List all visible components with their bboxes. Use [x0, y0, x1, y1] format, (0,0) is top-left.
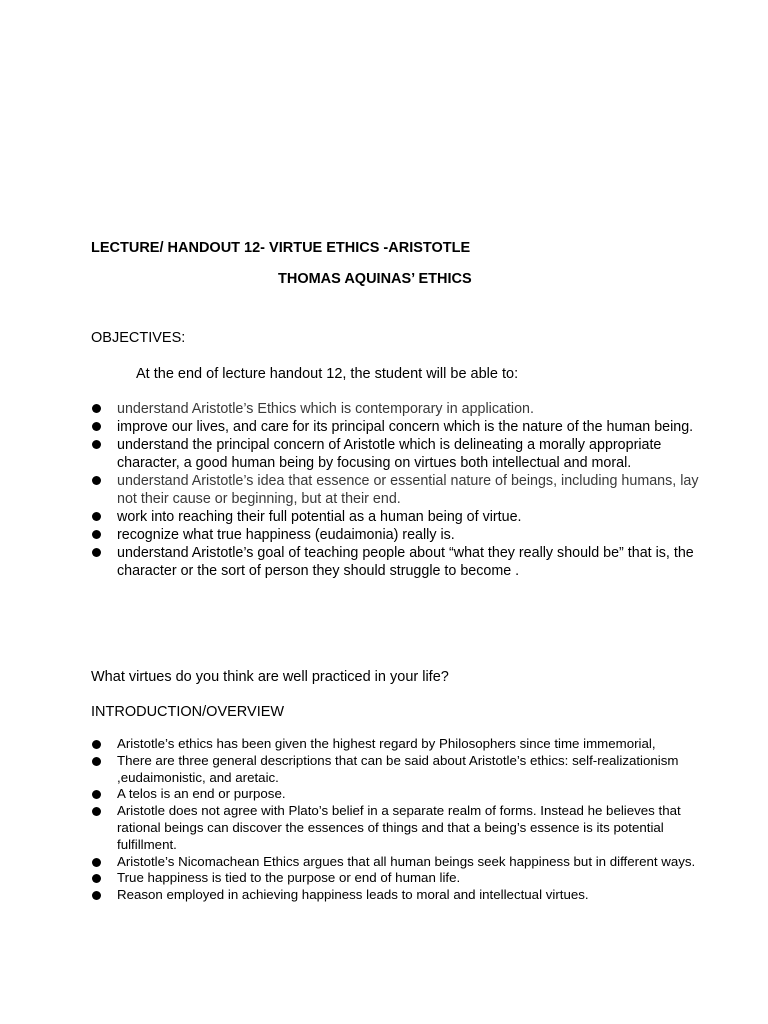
list-item	[0, 786, 700, 803]
intro-point-text: Aristotle’s ethics has been given the highest regard by Philosophers since time immemorial,	[117, 736, 656, 751]
bullet-icon	[92, 858, 101, 867]
list-item	[0, 472, 700, 508]
intro-point-text: Reason employed in achieving happiness leads to moral and intellectual virtues.	[117, 887, 589, 903]
list-item	[0, 854, 700, 871]
bullet-icon	[92, 530, 101, 539]
list-item	[0, 526, 700, 544]
list-item	[0, 418, 700, 436]
bullet-icon	[92, 807, 101, 816]
bullet-icon	[92, 404, 101, 413]
list-item	[0, 400, 700, 418]
objective-text: understand the principal concern of Aristotle which is delineating a morally appropriate character, a good human being by focusing on virtues both intellectual and moral.	[117, 437, 662, 471]
intro-point-text: True happiness is tied to the purpose or end of human life.	[117, 870, 461, 886]
bullet-icon	[92, 422, 101, 431]
bullet-icon	[92, 740, 101, 749]
objective-text: work into reaching their full potential as a human being of virtue.	[117, 509, 522, 525]
intro-point-text: A telos is an end or purpose.	[117, 786, 286, 802]
bullet-icon	[92, 874, 101, 883]
list-item	[0, 736, 700, 753]
bullet-icon	[92, 440, 101, 449]
objectives-intro: At the end of lecture handout 12, the student will be able to:	[136, 366, 519, 382]
bullet-icon	[92, 512, 101, 521]
list-item	[0, 508, 700, 526]
objectives-heading: OBJECTIVES:	[91, 330, 186, 346]
objective-text: understand Aristotle’s goal of teaching people about “what they really should be” that is, the character or the sort of person they should struggle to become .	[117, 545, 694, 579]
objective-text: recognize what true happiness (eudaimonia) really is.	[117, 527, 455, 543]
document-subtitle: THOMAS AQUINAS’ ETHICS	[278, 271, 472, 287]
intro-point-text: Aristotle does not agree with Plato’s belief in a separate realm of forms. Instead he believes that rational beings can discover the essences of things and that a being’s essence is its potential fulfillment.	[117, 803, 681, 852]
bullet-icon	[92, 891, 101, 900]
list-item	[0, 887, 700, 904]
list-item	[0, 753, 700, 787]
objective-text: improve our lives, and care for its principal concern which is the nature of the human being.	[117, 419, 694, 435]
intro-point-text: There are three general descriptions that can be said about Aristotle’s ethics: self-realizationism ,eudaimonistic, and aretaic.	[117, 752, 679, 785]
bullet-icon	[92, 548, 101, 557]
list-item	[0, 436, 700, 472]
list-item	[0, 544, 700, 580]
intro-point-text: Aristotle’s Nicomachean Ethics argues that all human beings seek happiness but in different ways.	[117, 853, 696, 869]
intro-heading: INTRODUCTION/OVERVIEW	[91, 704, 285, 720]
objectives-list	[0, 400, 700, 580]
objective-text: understand Aristotle’s idea that essence or essential nature of beings, including humans, lay not their cause or beginning, but at their end.	[117, 473, 699, 507]
list-item	[0, 803, 700, 853]
list-item	[0, 870, 700, 887]
discussion-question: What virtues do you think are well practiced in your life?	[91, 669, 449, 685]
document-title: LECTURE/ HANDOUT 12- VIRTUE ETHICS -ARISTOTLE	[91, 240, 471, 256]
bullet-icon	[92, 757, 101, 766]
bullet-icon	[92, 790, 101, 799]
objective-text: understand Aristotle’s Ethics which is contemporary in application.	[117, 401, 534, 417]
bullet-icon	[92, 476, 101, 485]
intro-list	[0, 736, 700, 904]
